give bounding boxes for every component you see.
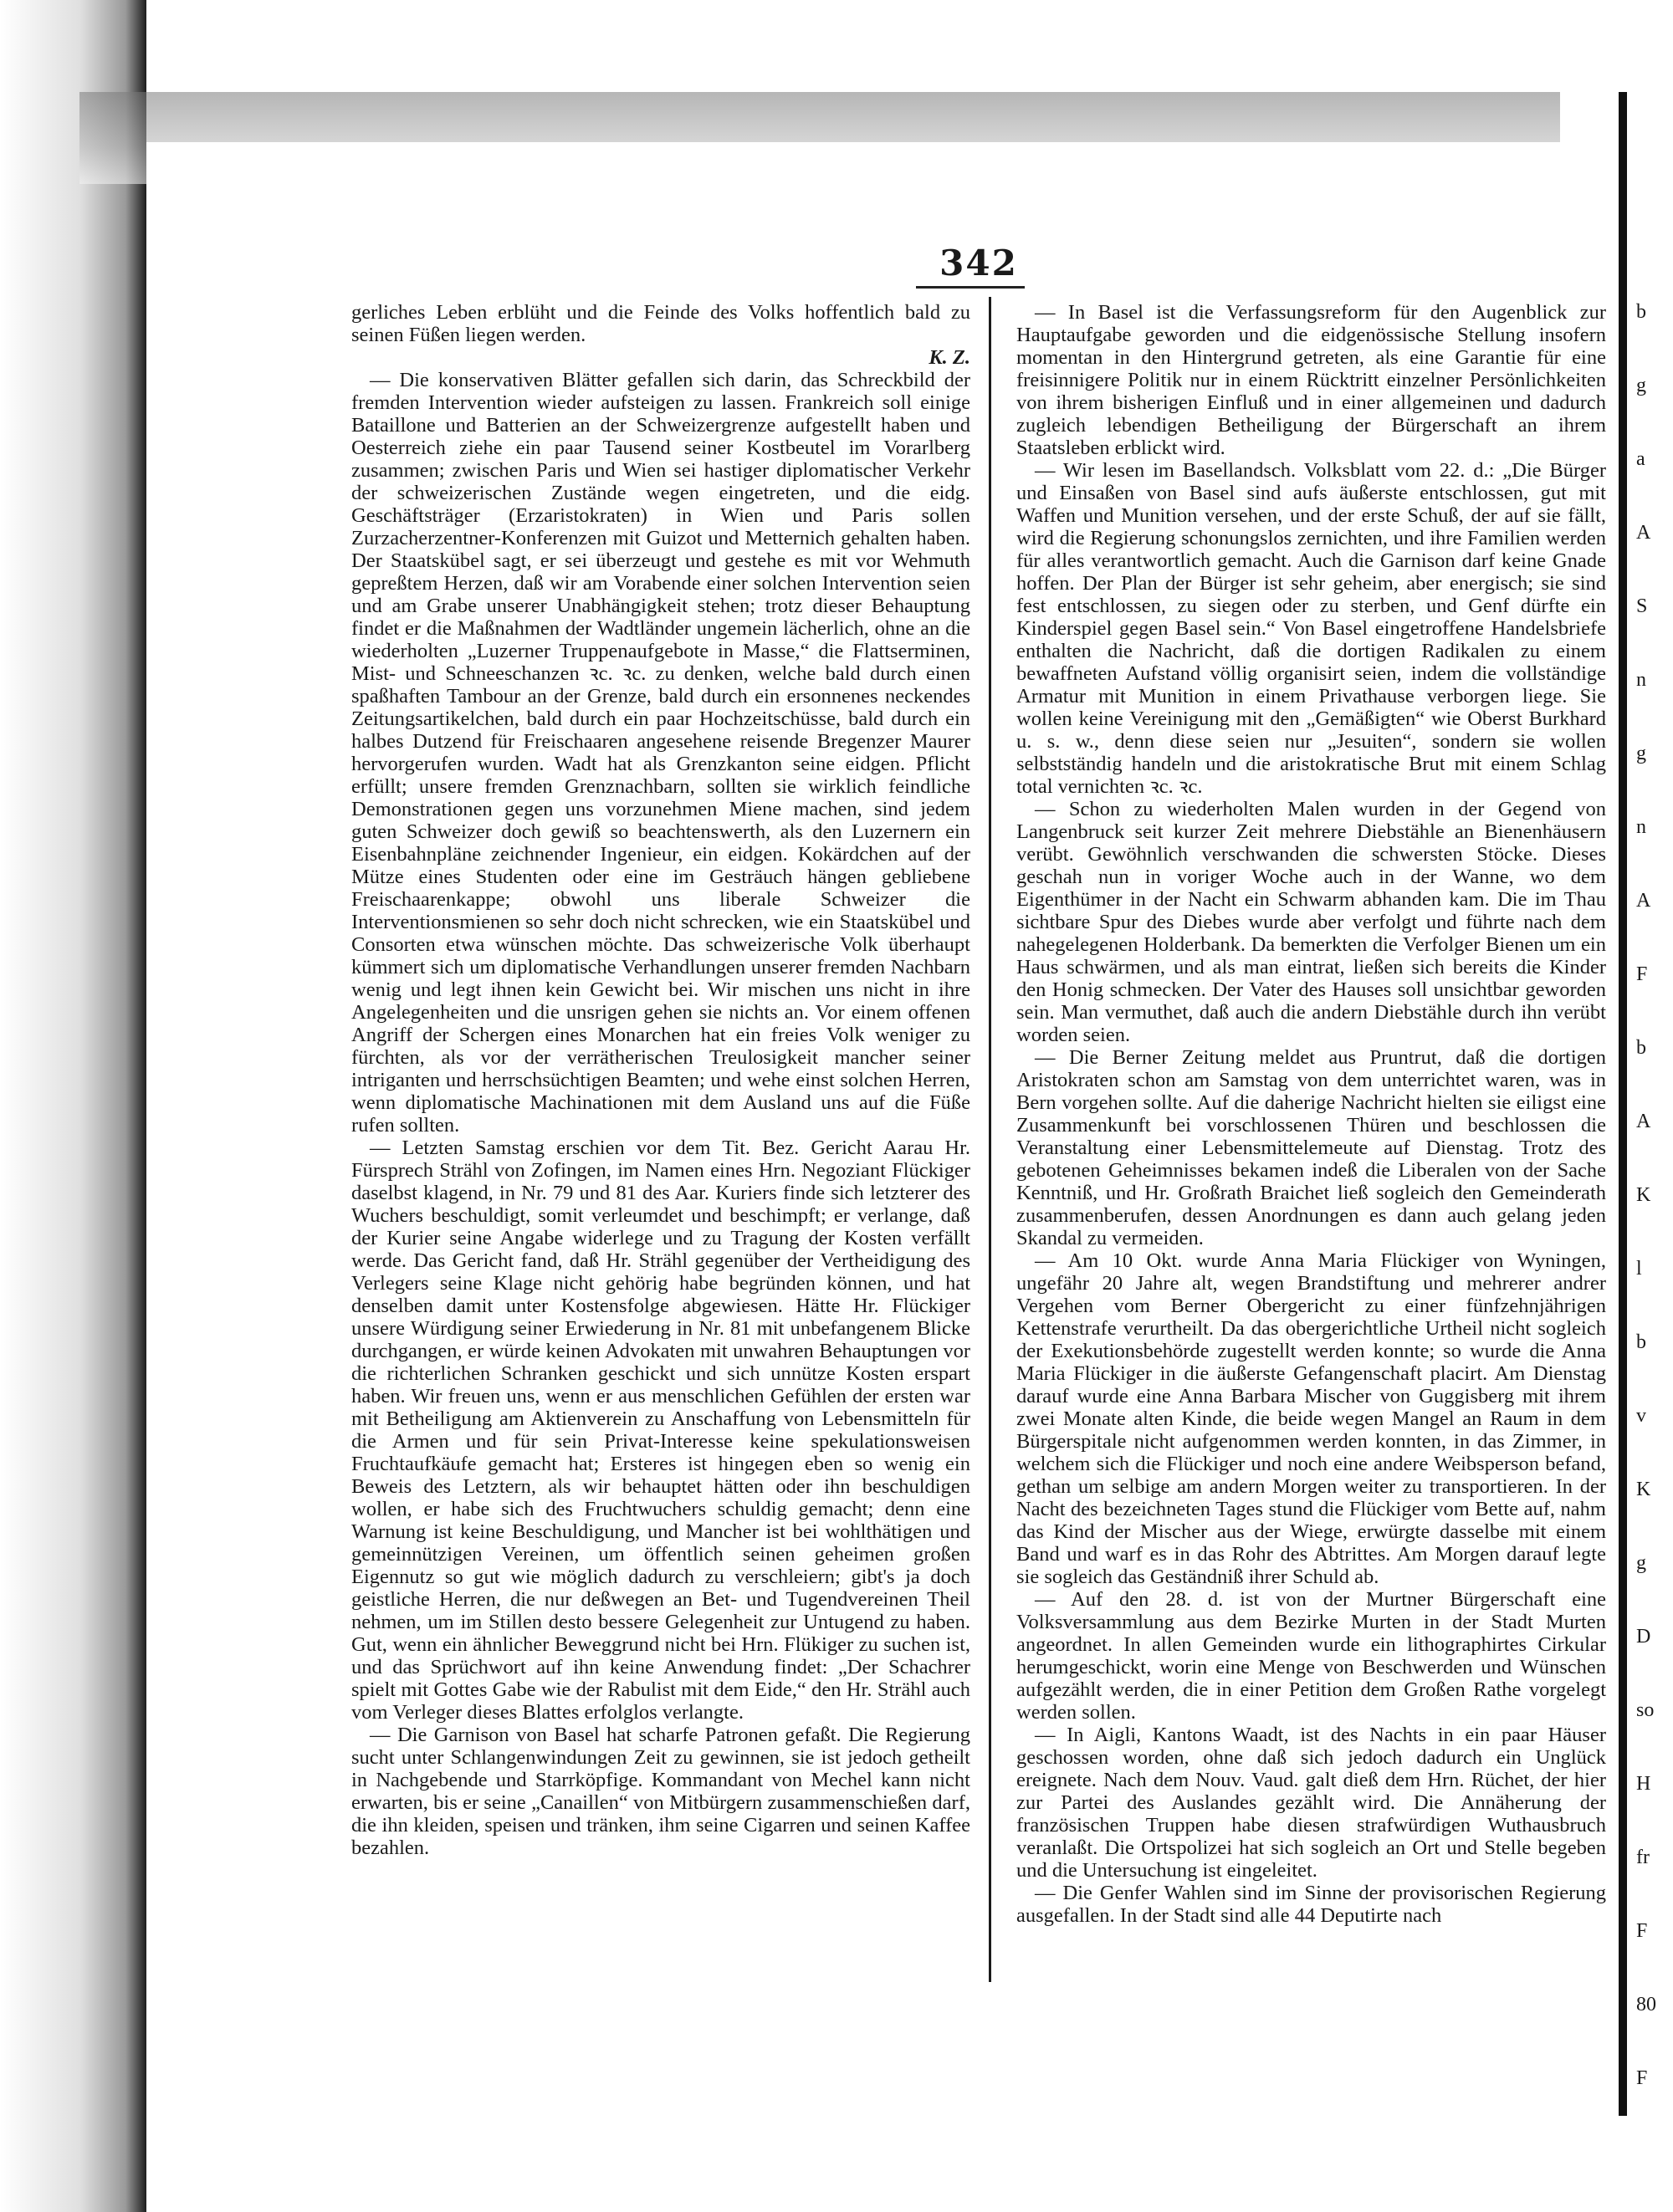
next-page-fragment: F	[1636, 1920, 1648, 1942]
next-page-fragment: n	[1636, 669, 1646, 691]
page-number-rule	[916, 286, 1025, 289]
next-page-fragment: A	[1636, 522, 1651, 544]
paragraph: — Die konservativen Blätter gefallen sich darin, das Schreckbild der fremden Intervention wieder aufsteigen zu lassen. Frankreich soll einige Bataillone und Batterien an der Schweizergrenze aufgestellt haben und Oesterreich ziehe ein paar Tausend seiner Kostbeutel im Vorarlberg zusammen; zwischen Paris und Wien sei hastiger diplomatischer Verkehr der schweizerischen Zustände wegen eingetreten, und die eidg. Geschäftsträger (Erzaristokraten) in Wien und Paris sollen Zurzacherzentner-Konferenzen mit Guizot und Metternich gehalten haben. Der Staatskübel sagt, er sei überzeugt und gestehe es mit vor Wehmuth gepreßtem Herzen, daß wir am Vorabende einer solchen Intervention seien und am Grabe unserer Unabhängigkeit stehen; trotz dieser Behauptung findet er die Maßnahmen der Wadtländer ungemein lächerlich, ohne an die wiederholten „Luzerner Truppenaufgebote in Masse,“ die Flattserminen, Mist- und Schneeschanzen ꝛc. ꝛc. zu denken, welche bald durch einen spaßhaften Tambour an der Grenze, bald durch ein ersonnenes neckendes Zeitungsartikelchen, bald durch ein paar Hochzeitschüsse, bald durch ein halbes Dutzend für Freischaaren angesehene reisende Bregenzer Maurer hervorgerufen wurden. Wadt hat als Grenzkanton seine eidgen. Pflicht erfüllt; unsere fremden Grenznachbarn, sollten sie wirklich feindliche Demonstrationen gegen uns vorzunehmen Miene machen, sind jedem guten Schweizer doch gewiß so beachtenswerth, als den Luzernern ein Eisenbahnpläne zeichnender Ingenieur, ein eidgen. Kokärdchen auf der Mütze eines Studenten oder eine im Gesträuch hängen gebliebene Freischaarenkappe; obwohl uns liberale Schweizer die Interventionsmienen so sehr doch nicht schrecken, wie ein Staatskübel und Consorten etwa wünschen möchte. Das schweizerische Volk überhaupt kümmert sich um diplomatische Verhandlungen unserer fremden Nachbarn wenig und legt ihnen kein Gewicht bei. Wir mischen uns nicht in ihre Angelegenheiten und die unsrigen gehen sie nichts an. Vor einem offenen Angriff der Schergen eines Monarchen hat ein freies Volk weniger zu fürchten, als vor der verrätherischen Treulosigkeit mancher seiner intriganten und herrschsüchtigen Beamten; und wehe einst solchen Herren, wenn diplomatische Machinationen mit dem Ausland uns auf die Füße rufen sollten.	[351, 369, 970, 1137]
next-page-fragment: g	[1636, 1552, 1646, 1574]
next-page-fragment: F	[1636, 2067, 1648, 2089]
next-page-fragment: H	[1636, 1773, 1651, 1795]
next-page-fragment: K	[1636, 1184, 1651, 1206]
page-edge	[1619, 92, 1627, 2116]
next-page-fragment: b	[1636, 301, 1646, 323]
left-column	[351, 301, 970, 2024]
paragraph: — Auf den 28. d. ist von der Murtner Bürgerschaft eine Volksversammlung aus dem Bezirke Murten in der Stadt Murten angeordnet. In allen Gemeinden wurde ein lithographirtes Cirkular herumgeschickt, worin eine Menge von Beschwerden und Wünschen aufgezählt werden, die in einer Petition dem Großen Rathe vorgelegt werden sollen.	[1016, 1588, 1606, 1724]
paragraph: — Die Berner Zeitung meldet aus Pruntrut, daß die dortigen Aristokraten schon am Samstag von dem unterrichtet waren, was in Bern vorgehen sollte. Auf die daherige Nachricht hielten sie eiligst eine Zusammenkunft bei vorschlossenen Thüren und beschlossen die Veranstaltung einer Lebensmittelemeute auf Dienstag. Trotz des gebotenen Geheimnisses bekamen indeß die Liberalen von der Sache Kenntniß, und Hr. Großrath Braichet ließ sogleich den Gemeinderath zusammenberufen, dessen Anordnungen es dann auch gelang jeden Skandal zu vermeiden.	[1016, 1046, 1606, 1249]
next-page-fragment: l	[1636, 1258, 1642, 1280]
next-page-fragment: F	[1636, 963, 1648, 985]
next-page-fragment: K	[1636, 1479, 1651, 1500]
next-page-edge	[1631, 92, 1673, 2212]
next-page-fragment: D	[1636, 1626, 1651, 1648]
paragraph: — In Basel ist die Verfassungsreform für den Augenblick zur Hauptaufgabe geworden und die eidgenössische Stellung insofern momentan in den Hintergrund getreten, als eine Garantie für eine freisinnigere Politik nur in einem Rücktritt einzelner Persönlichkeiten von ihrem bisherigen Einfluß und in einer allgemeinen und dadurch zugleich lebendigen Betheiligung der Bürgerschaft an ihrem Staatsleben erblickt wird.	[1016, 301, 1606, 459]
next-page-fragment: v	[1636, 1405, 1646, 1427]
next-page-fragment: b	[1636, 1331, 1646, 1353]
paragraph: gerliches Leben erblüht und die Feinde des Volks hoffentlich bald zu seinen Füßen liegen werden.	[351, 301, 970, 346]
signature: K. Z.	[929, 346, 970, 369]
next-page-fragment: b	[1636, 1037, 1646, 1059]
column-divider	[989, 297, 991, 1982]
book-gutter-shadow	[0, 0, 146, 2212]
next-page-fragment: 80	[1636, 1994, 1656, 2015]
next-page-fragment: a	[1636, 448, 1645, 470]
paragraph: — Die Garnison von Basel hat scharfe Patronen gefaßt. Die Regierung sucht unter Schlangenwindungen Zeit zu gewinnen, sie ist jedoch getheilt in Nachgebende und Starrköpfige. Kommandant von Mechel kann nicht erwarten, bis er seine „Canaillen“ von Mitbürgern zusammenschießen darf, die ihn kleiden, speisen und tränken, ihm seine Cigarren und seinen Kaffee bezahlen.	[351, 1724, 970, 1859]
paragraph: — In Aigli, Kantons Waadt, ist des Nachts in ein paar Häuser geschossen worden, ohne daß sich jedoch dadurch ein Unglück ereignete. Nach dem Nouv. Vaud. galt dieß dem Hrn. Rüchet, der hier zur Partei des Auslandes gezählt wird. Die Annäherung der französischen Truppen habe diesen strafwürdigen Wuthausbruch veranlaßt. Die Ortspolizei hat sich sogleich an Ort und Stelle begeben und die Untersuchung ist eingeleitet.	[1016, 1724, 1606, 1882]
next-page-fragment: A	[1636, 1111, 1651, 1132]
right-column	[1016, 301, 1606, 2024]
next-page-fragment: g	[1636, 743, 1646, 764]
page-number: 342	[939, 243, 1018, 284]
next-page-fragment: S	[1636, 595, 1648, 617]
next-page-fragment: fr	[1636, 1847, 1650, 1868]
paragraph: — Am 10 Okt. wurde Anna Maria Flückiger von Wyningen, ungefähr 20 Jahre alt, wegen Brandstiftung und mehrerer andrer Vergehen vom Berner Obergericht zu einer fünfzehnjährigen Kettenstrafe verurtheilt. Da das obergerichtliche Urtheil nicht sogleich der Exekutionsbehörde zugestellt werden konnte; so wurde die Anna Maria Flückiger in die äußerste Gefangenschaft placirt. Am Dienstag darauf wurde eine Anna Barbara Mischer von Guggisberg mit ihrem zwei Monate alten Kinde, die beide wegen Mangel an Raum in dem Bürgerspitale nicht aufgenommen werden konnten, in das Zimmer, in welchem sich die Flückiger und noch eine andere Weibsperson befand, gethan um selbige am andern Morgen weiter zu transportieren. In der Nacht des bezeichneten Tages stund die Flückiger vom Bette auf, nahm das Kind der Mischer aus der Wiege, erwürgte dasselbe mit einem Band und warf es in das Rohr des Abtrittes. Am Morgen darauf legte sie sogleich das Geständniß ihrer Schuld ab.	[1016, 1249, 1606, 1588]
next-page-fragment: g	[1636, 375, 1646, 396]
next-page-fragment: A	[1636, 890, 1651, 912]
paragraph: — Wir lesen im Basellandsch. Volksblatt vom 22. d.: „Die Bürger und Einsaßen von Basel sind aufs äußerste entschlossen, gut mit Waffen und Munition versehen, und der erste Schuß, der auf sie fällt, wird die Regierung schonungslos zernichten, und ihre Familien werden für alles verantwortlich gemacht. Auch die Garnison darf keine Gnade hoffen. Der Plan der Bürger ist sehr geheim, aber energisch; sie sind fest entschlossen, zu siegen oder zu sterben, und Genf dürfte ein Kinderspiel gegen Basel sein.“ Von Basel eingetroffene Handelsbriefe enthalten die Nachricht, daß die dortigen Radikalen zu einem bewaffneten Aufstand völlig organisirt seien, indem die vollständige Armatur mit Munition in einem Privathause verborgen liege. Sie wollen keine Vereinigung mit den „Gemäßigten“ wie Oberst Burkhard u. s. w., denn diese seien nur „Jesuiten“, sondern sie wollen selbstständig handeln und die aristokratische Brut mit einem Schlag total vernichten ꝛc. ꝛc.	[1016, 459, 1606, 798]
paragraph: — Letzten Samstag erschien vor dem Tit. Bez. Gericht Aarau Hr. Fürsprech Strähl von Zofingen, im Namen eines Hrn. Negoziant Flückiger daselbst klagend, in Nr. 79 und 81 des Aar. Kuriers finde sich letzterer des Wuchers beschuldigt, somit verleumdet und beschimpft; er verlange, daß der Kurier seine Angabe widerlege und zu Tragung der Kosten verfällt werde. Das Gericht fand, daß Hr. Strähl gegenüber der Vertheidigung des Verlegers seine Klage nicht gehörig habe begründen können, und hat denselben damit unter Kostensfolge abgewiesen. Hätte Hr. Flückiger unsere Würdigung seiner Erwiederung in Nr. 81 mit unbefangenem Blicke durchgangen, er würde keinen Advokaten mit unwahren Behauptungen vor die richterlichen Schranken geschickt und sich unnütze Kosten erspart haben. Wir freuen uns, wenn er aus menschlichen Gefühlen der ersten war mit Betheiligung am Aktienverein zu Anschaffung von Lebensmitteln für die Armen und für sein Privat-Interesse keine spekulationsweisen Fruchtaufkäufe gemacht hat; Ersteres ist hingegen eben so wenig ein Beweis des Letztern, als wir behauptet hätten oder ihn beschuldigen wollen, er habe sich des Fruchtwuchers schuldig gemacht; denn eine Warnung ist keine Beschuldigung, und Mancher ist bei wohlthätigen und gemeinnützigen Vereinen, um öffentlich seinen geheimen großen Eigennutz so gut wie möglich dadurch zu verschleiern; gibt's ja doch geistliche Herren, die nur deßwegen an Bet- und Tugendvereinen Theil nehmen, um im Stillen desto bessere Gelegenheit zur Untugend zu haben. Gut, wenn ein ähnlicher Beweggrund nicht bei Hrn. Flükiger zu suchen ist, und das Sprüchwort auf ihn keine Anwendung findet: „Der Schachrer spielt mit Gottes Gabe wie der Rabulist mit dem Eide,“ den Hr. Strähl auch vom Verleger dieses Blattes erfolglos verlangte.	[351, 1137, 970, 1724]
paragraph: — Schon zu wiederholten Malen wurden in der Gegend von Langenbruck seit kurzer Zeit mehrere Diebstähle an Bienenhäusern verübt. Gewöhnlich verschwanden die schwersten Stöcke. Dieses geschah nun in voriger Woche auch in der Wanne, wo dem Eigenthümer in der Nacht ein Schwarm abhanden kam. Die im Thau sichtbare Spur des Diebes wurde aber verfolgt und führte nach dem nahegelegenen Holderbank. Da bemerkten die Verfolger Bienen um ein Haus schwärmen, und als man eintrat, ließen sich bereits die Kinder den Honig schmecken. Der Vater des Hauses soll unsichtbar geworden sein. Man vermuthet, daß auch die andern Diebstähle durch ihn verübt worden seien.	[1016, 798, 1606, 1046]
next-page-fragment: n	[1636, 816, 1646, 838]
paragraph: — Die Genfer Wahlen sind im Sinne der provisorischen Regierung ausgefallen. In der Stadt sind alle 44 Deputirte nach	[1016, 1882, 1606, 1927]
next-page-fragment: so	[1636, 1699, 1655, 1721]
